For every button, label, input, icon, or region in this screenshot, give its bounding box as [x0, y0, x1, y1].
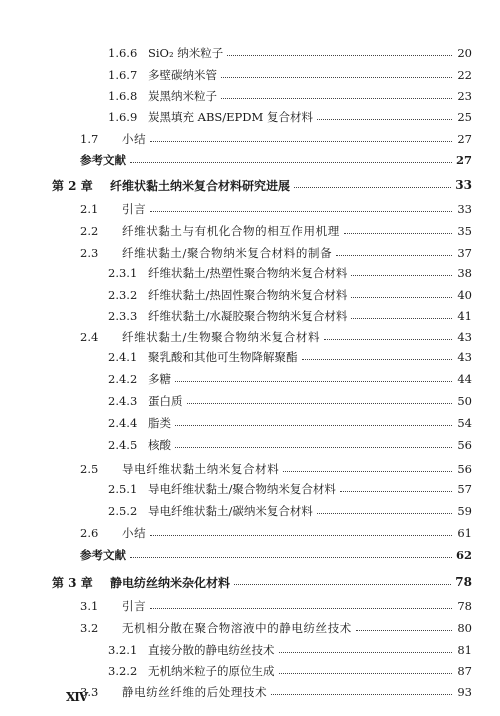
toc-entry-page: 25 [457, 110, 472, 124]
toc-entry-number: 2.3.3 [108, 309, 138, 323]
toc-entry-page: 44 [457, 372, 472, 386]
toc-entry [108, 370, 472, 388]
dot-leader [302, 358, 453, 360]
toc-entry [108, 392, 472, 410]
toc-entry-page: 87 [457, 664, 472, 678]
toc-entry-title: 小结 [122, 132, 147, 146]
toc-entry-page: 57 [457, 482, 472, 496]
dot-leader [324, 338, 452, 340]
toc-entry-title: 引言 [122, 599, 147, 613]
toc-entry-number: 1.6.6 [108, 46, 138, 60]
toc-entry-number: 2.3.1 [108, 266, 138, 280]
toc-entry-number: 1.6.9 [108, 110, 138, 124]
toc-entry [108, 436, 472, 454]
toc-entry-page: 38 [457, 266, 472, 280]
toc-entry [108, 348, 472, 366]
toc-entry-page: 27 [455, 153, 472, 167]
dot-leader [221, 97, 452, 99]
toc-entry-title: 静电纺丝纳米杂化材料 [110, 575, 231, 590]
toc-entry-page: 40 [457, 288, 472, 302]
toc-entry-title: 导电纤维状黏土/聚合物纳米复合材料 [148, 482, 336, 496]
toc-entry-number: 2.4 [80, 330, 99, 344]
toc-entry-title: SiO₂ 纳米粒子 [148, 46, 224, 60]
toc-entry-number: 2.2 [80, 224, 99, 238]
toc-entry [80, 460, 472, 478]
toc-entry [80, 683, 472, 701]
toc-entry-page: 35 [457, 224, 472, 238]
toc-entry-number: 2.3 [80, 246, 99, 260]
toc-chapter-entry [52, 176, 472, 194]
toc-entry-number: 3.2.2 [108, 664, 138, 678]
toc-entry-title: 炭黑纳米粒子 [148, 89, 217, 103]
toc-entry-title: 核酸 [148, 438, 171, 452]
toc-entry-number: 2.4.5 [108, 438, 138, 452]
toc-entry-number: 2.6 [80, 526, 99, 540]
toc-entry-title: 纤维状黏土/生物聚合物纳米复合材料 [122, 330, 321, 344]
toc-entry-title: 纤维状黏土/热固性聚合物纳米复合材料 [148, 288, 348, 302]
toc-entry-page: 50 [457, 394, 472, 408]
toc-entry [80, 151, 472, 169]
toc-entry-number: 1.6.7 [108, 68, 138, 82]
toc-entry [80, 244, 472, 262]
toc-entry-number: 2.4.3 [108, 394, 138, 408]
dot-leader [351, 274, 452, 276]
toc-entry-number: 1.6.8 [108, 89, 138, 103]
toc-chapter-entry [52, 573, 472, 591]
toc-entry [108, 414, 472, 432]
dot-leader [317, 118, 452, 120]
toc-entry-page: 23 [457, 89, 472, 103]
toc-entry-title: 参考文献 [80, 548, 126, 562]
toc-entry [80, 222, 472, 240]
toc-entry [80, 328, 472, 346]
toc-entry-number: 2.4.4 [108, 416, 138, 430]
toc-entry [108, 44, 472, 62]
toc-entry-number: 3.3 [80, 685, 99, 699]
toc-entry-number: 2.4.2 [108, 372, 138, 386]
toc-entry-title: 聚乳酸和其他可生物降解聚酯 [148, 350, 298, 364]
dot-leader [187, 402, 453, 404]
toc-entry-title: 纤维状黏土/热塑性聚合物纳米复合材料 [148, 266, 348, 280]
toc-entry-title: 无机纳米粒子的原位生成 [148, 664, 275, 678]
toc-entry-page: 80 [457, 621, 472, 635]
toc-entry-page: 56 [457, 462, 472, 476]
toc-entry [80, 597, 472, 615]
toc-entry-page: 33 [457, 202, 472, 216]
toc-entry [108, 641, 472, 659]
dot-leader [221, 76, 452, 78]
toc-entry-title: 纤维状黏土/聚合物纳米复合材料的制备 [122, 246, 333, 260]
toc-entry-page: 78 [457, 599, 472, 613]
toc-entry-title: 静电纺丝纤维的后处理技术 [122, 685, 268, 699]
toc-entry [108, 502, 472, 520]
dot-leader [283, 470, 452, 472]
toc-entry [108, 87, 472, 105]
toc-entry-page: 43 [457, 350, 472, 364]
dot-leader [175, 446, 452, 448]
toc-entry [80, 546, 472, 564]
toc-entry-page: 61 [457, 526, 472, 540]
dot-leader [336, 254, 452, 256]
dot-leader [279, 651, 453, 653]
dot-leader [130, 161, 452, 163]
toc-entry [80, 619, 472, 637]
toc-entry-title: 小结 [122, 526, 147, 540]
toc-entry-number: 3.2 [80, 621, 99, 635]
toc-entry-number: 第 3 章 [52, 575, 93, 590]
toc-entry [108, 286, 472, 304]
toc-entry [80, 200, 472, 218]
dot-leader [150, 140, 452, 142]
toc-entry-number: 2.5 [80, 462, 99, 476]
dot-leader [150, 607, 452, 609]
toc-entry-title: 纤维状黏土/水凝胶聚合物纳米复合材料 [148, 309, 348, 323]
toc-entry-page: 54 [457, 416, 472, 430]
dot-leader [351, 317, 452, 319]
toc-entry-number: 2.3.2 [108, 288, 138, 302]
dot-leader [130, 556, 452, 558]
toc-entry [80, 524, 472, 542]
toc-entry-title: 导电纤维状黏土/碳纳米复合材料 [148, 504, 313, 518]
toc-entry-page: 81 [457, 643, 472, 657]
toc-entry [108, 264, 472, 282]
toc-entry-number: 2.5.1 [108, 482, 138, 496]
dot-leader [150, 534, 452, 536]
toc-entry-number: 2.5.2 [108, 504, 138, 518]
dot-leader [271, 693, 452, 695]
toc-entry-title: 蛋白质 [148, 394, 183, 408]
toc-entry [108, 480, 472, 498]
toc-entry-page: 27 [457, 132, 472, 146]
toc-entry [108, 307, 472, 325]
toc-entry-title: 多糖 [148, 372, 171, 386]
toc-entry-number: 2.1 [80, 202, 99, 216]
toc-entry-title: 纤维状黏土纳米复合材料研究进展 [110, 178, 291, 193]
toc-entry-page: 33 [455, 178, 472, 192]
toc-entry-page: 43 [457, 330, 472, 344]
toc-entry-page: 78 [455, 575, 472, 589]
toc-entry-page: 56 [457, 438, 472, 452]
toc-entry-page: 59 [457, 504, 472, 518]
toc-entry-page: 22 [457, 68, 472, 82]
dot-leader [150, 210, 452, 212]
dot-leader [175, 424, 452, 426]
toc-entry-page: 41 [457, 309, 472, 323]
dot-leader [317, 512, 452, 514]
toc-entry-page: 93 [457, 685, 472, 699]
dot-leader [175, 380, 452, 382]
dot-leader [227, 54, 452, 56]
toc-entry-number: 第 2 章 [52, 178, 93, 193]
toc-entry-title: 参考文献 [80, 153, 126, 167]
toc-entry [80, 130, 472, 148]
toc-entry-title: 无机相分散在聚合物溶液中的静电纺丝技术 [122, 621, 352, 635]
toc-entry-title: 多壁碳纳米管 [148, 68, 217, 82]
toc-entry-title: 直接分散的静电纺丝技术 [148, 643, 275, 657]
toc-entry-number: 3.2.1 [108, 643, 138, 657]
dot-leader [344, 232, 452, 234]
toc-entry-title: 纤维状黏土与有机化合物的相互作用机理 [122, 224, 340, 238]
toc-entry-page: 37 [457, 246, 472, 260]
dot-leader [234, 583, 451, 585]
dot-leader [294, 186, 451, 188]
toc-entry-number: 1.7 [80, 132, 99, 146]
toc-entry [108, 662, 472, 680]
page-folio: XIV [66, 690, 88, 704]
dot-leader [279, 672, 453, 674]
toc-entry-page: 62 [455, 548, 472, 562]
toc-entry [108, 66, 472, 84]
toc-entry-title: 脂类 [148, 416, 171, 430]
toc-entry-page: 20 [457, 46, 472, 60]
dot-leader [356, 629, 452, 631]
toc-entry-title: 炭黑填充 ABS/EPDM 复合材料 [148, 110, 313, 124]
dot-leader [340, 490, 452, 492]
toc-entry-title: 导电纤维状黏土纳米复合材料 [122, 462, 280, 476]
dot-leader [351, 296, 452, 298]
toc-entry-number: 3.1 [80, 599, 99, 613]
toc-entry-title: 引言 [122, 202, 147, 216]
toc-entry [108, 108, 472, 126]
toc-entry-number: 2.4.1 [108, 350, 138, 364]
